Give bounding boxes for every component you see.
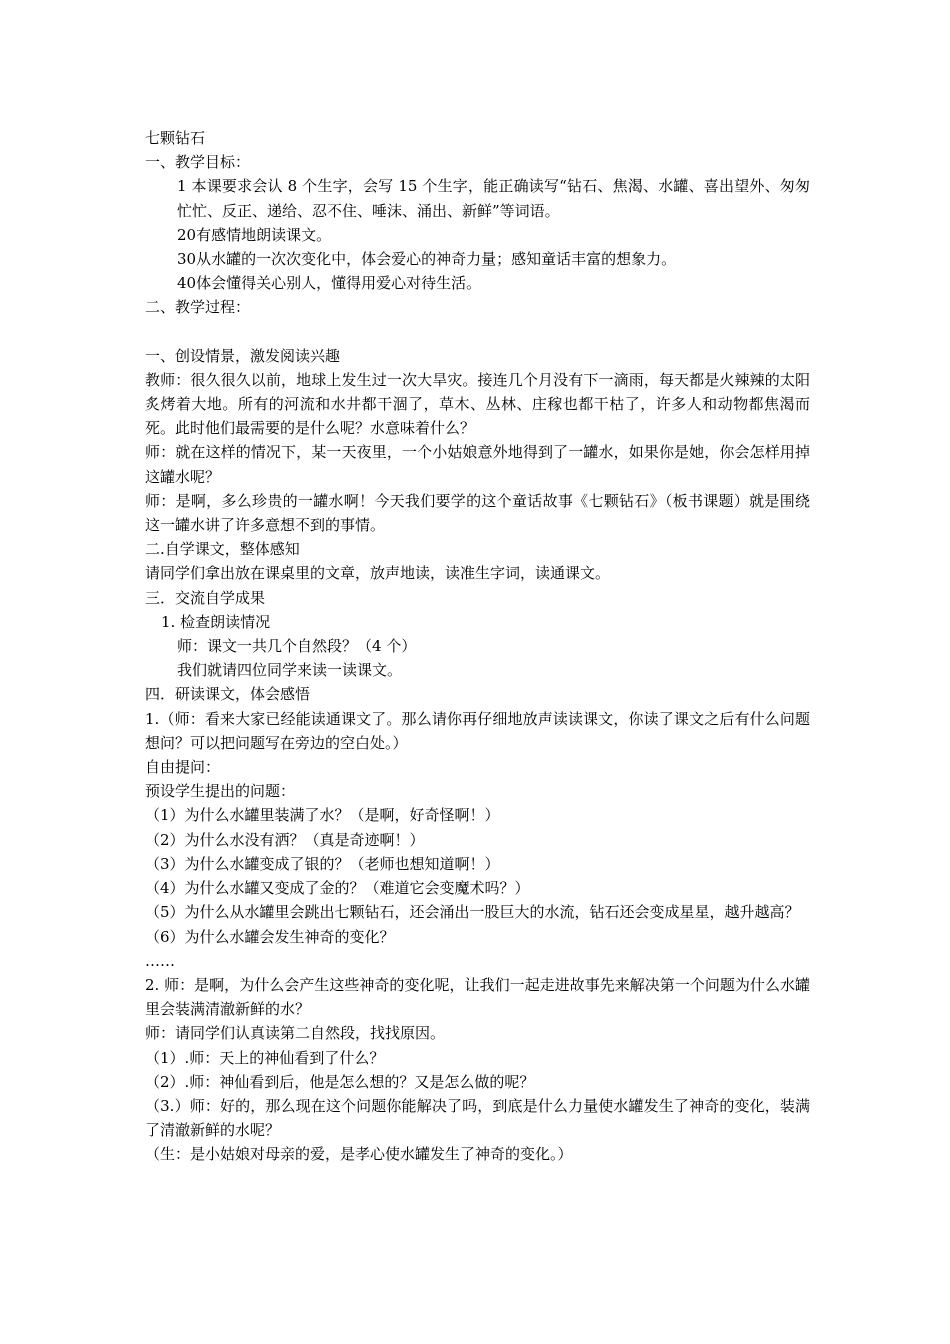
list-item-reading-check: 1. 检查朗读情况 xyxy=(161,612,271,631)
document-title: 七颗钻石 xyxy=(145,129,206,147)
step-heading-1: 一、创设情景，激发阅读兴趣 xyxy=(145,346,341,365)
paragraph-teacher-title: 师：是啊，多么珍贵的一罐水啊！今天我们要学的这个童话故事《七颗钻石》（板书课题）就是围绕这一罐水讲了许多意想不到的事情。 xyxy=(145,491,810,535)
label-free-questions: 自由提问： xyxy=(145,758,221,777)
student-answer: （生：是小姑娘对母亲的爱，是孝心使水罐发生了神奇的变化。） xyxy=(145,1145,573,1164)
question-3: （3）为什么水罐变成了银的？（老师也想知道啊！） xyxy=(145,854,500,873)
section-heading-objectives: 一、教学目标： xyxy=(145,153,251,172)
objective-1: 1 本课要求会认 8 个生字，会写 15 个生字，能正确读写“钻石、焦渴、水罐、喜出望外、匆匆忙忙、反正、递给、忍不住、唾沫、涌出、新鲜”等词语。 xyxy=(177,177,810,220)
step-heading-4: 四．研读课文，体会感悟 xyxy=(145,685,311,704)
question-1: （1）为什么水罐里装满了水？（是啊，好奇怪啊！） xyxy=(145,806,500,825)
section-heading-process: 二、教学过程： xyxy=(145,298,251,317)
sub-question-2: （2）.师：神仙看到后，他是怎么想的？又是怎么做的呢？ xyxy=(145,1072,535,1091)
paragraph-read-again: 1.（师：看来大家已经能读通课文了。那么请你再仔细地放声读读课文，你读了课文之后有什么问题想问？可以把问题写在旁边的空白处。） xyxy=(145,709,810,752)
question-6: （6）为什么水罐会发生神奇的变化？ xyxy=(145,927,395,946)
objective-2: 20有感情地朗读课文。 xyxy=(177,225,332,244)
paragraph-read-second: 师：请同学们认真读第二自然段，找找原因。 xyxy=(145,1024,446,1043)
blank-line xyxy=(145,320,810,344)
label-preset-questions: 预设学生提出的问题： xyxy=(145,782,296,801)
question-5: （5）为什么从水罐里会跳出七颗钻石，还会涌出一股巨大的水流，钻石还会变成星星，越升越高？ xyxy=(145,903,800,922)
paragraph-teacher-question: 师：就在这样的情况下，某一天夜里，一个小姑娘意外地得到了一罐水，如果你是她，你会怎样用掉这罐水呢？ xyxy=(145,443,810,486)
objective-4: 40体会懂得关心别人，懂得用爱心对待生活。 xyxy=(177,274,482,293)
ellipsis: …… xyxy=(145,951,175,970)
step-heading-2: 二.自学课文，整体感知 xyxy=(145,540,300,559)
question-2: （2）为什么水没有洒？（真是奇迹啊！） xyxy=(145,830,425,849)
paragraph-paragraph-count: 师：课文一共几个自然段？（4 个） xyxy=(177,637,417,656)
sub-question-3: （3.）师：好的，那么现在这个问题你能解决了吗，到底是什么力量使水罐发生了神奇的变化，装满了清澈新鲜的水呢？ xyxy=(145,1096,810,1140)
sub-question-1: （1）.师：天上的神仙看到了什么？ xyxy=(145,1048,385,1067)
paragraph-four-students: 我们就请四位同学来读一读课文。 xyxy=(177,661,403,680)
paragraph-first-problem: 2. 师：是啊，为什么会产生这些神奇的变化呢，让我们一起走进故事先来解决第一个问题为什么水罐里会装满清澈新鲜的水？ xyxy=(145,975,810,1019)
question-4: （4）为什么水罐又变成了金的？（难道它会变魔术吗？） xyxy=(145,879,530,898)
document-page xyxy=(145,126,810,1167)
step-heading-3: 三．交流自学成果 xyxy=(145,588,266,607)
objective-3: 30从水罐的一次次变化中，体会爱心的神奇力量；感知童话丰富的想象力。 xyxy=(177,250,677,269)
paragraph-self-study: 请同学们拿出放在课桌里的文章，放声地读，读准生字词，读通课文。 xyxy=(145,564,611,583)
paragraph-teacher-intro: 教师：很久很久以前，地球上发生过一次大旱灾。接连几个月没有下一滴雨，每天都是火辣辣的太阳炙烤着大地。所有的河流和水井都干涸了，草木、丛林、庄稼也都干枯了，许多人和动物都焦渴而死。此时他们最需要的是什么呢？水意味着什么？ xyxy=(145,370,810,438)
